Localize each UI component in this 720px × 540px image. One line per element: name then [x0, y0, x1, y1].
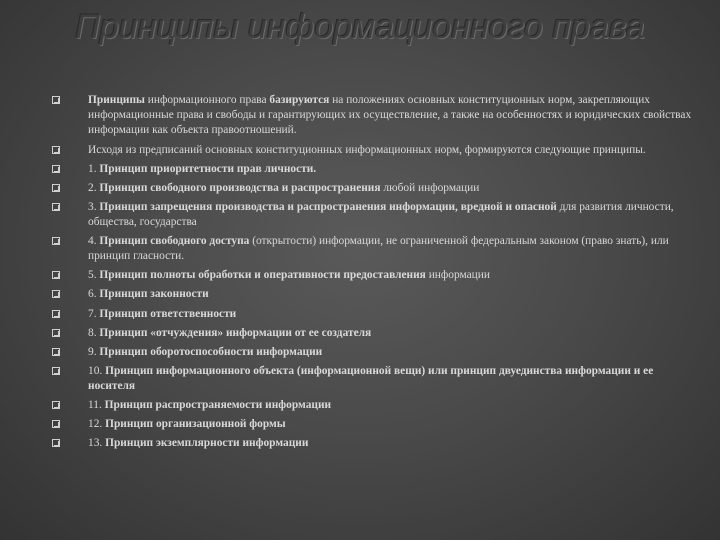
bullet-marker-icon	[52, 203, 60, 211]
bullet-text: 2.	[88, 181, 100, 194]
bullet-item	[52, 364, 702, 394]
slide-title: Принципы информационного права	[75, 8, 645, 46]
bullet-item	[52, 93, 702, 139]
bullet-marker-icon	[52, 401, 60, 409]
bullet-marker-icon	[52, 271, 60, 279]
bullet-item	[52, 398, 702, 413]
bullet-marker-icon	[52, 165, 60, 173]
bullet-marker-icon	[52, 329, 60, 337]
bullet-text: 4.	[88, 235, 100, 248]
bullet-text-bold: Принцип информационного объекта (информационной вещи) или принцип двуединства информации и ее носителя	[88, 364, 654, 393]
bullet-item	[52, 287, 702, 302]
bullet-list	[52, 93, 702, 455]
bullet-text-bold: Принцип свободного доступа	[99, 235, 250, 248]
bullet-text: для развития личности, общества, государства	[88, 200, 674, 228]
bullet-marker-icon	[52, 310, 60, 318]
bullet-marker-icon	[52, 367, 60, 375]
bullet-text-bold: базируются	[269, 94, 330, 106]
bullet-text-bold: Принцип ответственности	[99, 307, 237, 320]
bullet-text-bold: Принцип распространяемости информации	[104, 399, 332, 412]
bullet-item	[52, 326, 702, 341]
bullet-item	[52, 436, 702, 451]
bullet-marker-icon	[52, 420, 60, 428]
bullet-text-bold: Принцип законности	[99, 288, 209, 301]
bullet-text: 6.	[88, 288, 100, 301]
bullet-text: 7.	[88, 307, 100, 320]
bullet-text: Исходя из предписаний основных конституционных информационных норм, формируются следующие принципы.	[88, 143, 646, 156]
bullet-text-bold: Принцип запрещения производства и распространения информации, вредной и опасной	[99, 200, 557, 213]
bullet-text: информации	[425, 269, 490, 282]
bullet-text-bold: Принципы	[88, 94, 145, 106]
bullet-text: 3.	[88, 200, 100, 213]
bullet-text-bold: Принцип полноты обработки и оперативности предоставления	[99, 269, 426, 282]
bullet-marker-icon	[52, 184, 60, 192]
bullet-text: любой информации	[380, 181, 480, 194]
bullet-text: 12.	[88, 418, 106, 431]
bullet-marker-icon	[52, 439, 60, 447]
bullet-text: 5.	[88, 269, 100, 282]
bullet-text-bold: Принцип свободного производства и распространения	[99, 181, 381, 194]
bullet-text-bold: Принцип экземплярности информации	[105, 437, 309, 450]
bullet-item	[52, 268, 702, 283]
bullet-marker-icon	[52, 290, 60, 298]
bullet-text: на положениях основных конституционных норм, закрепляющих информационные права и свободы и гарантирующих их осуществление, а также на особенностях и юридических свойствах информации как объекта правоотношений.	[88, 94, 692, 137]
bullet-item	[52, 200, 702, 230]
bullet-text-bold: Принцип организационной формы	[105, 418, 286, 431]
bullet-text: информационного права	[144, 94, 270, 106]
bullet-item	[52, 162, 702, 177]
bullet-item	[52, 417, 702, 432]
bullet-item	[52, 234, 702, 264]
bullet-text: 10.	[88, 364, 106, 377]
bullet-text: 13.	[88, 437, 106, 450]
bullet-text-bold: Принцип «отчуждения» информации от ее создателя	[99, 326, 372, 339]
bullet-text-bold: Принцип оборотоспособности информации	[99, 345, 323, 358]
bullet-text: 11.	[88, 399, 105, 412]
bullet-marker-icon	[52, 237, 60, 245]
bullet-marker-icon	[52, 146, 60, 154]
bullet-item	[52, 345, 702, 360]
bullet-text: (открытости) информации, не ограниченной федеральным законом (право знать), или принцип гласности.	[88, 235, 669, 263]
bullet-text-bold: Принцип приоритетности прав личности.	[99, 162, 317, 175]
bullet-item	[52, 181, 702, 196]
bullet-marker-icon	[52, 348, 60, 356]
bullet-item	[52, 143, 702, 158]
bullet-text: 9.	[88, 345, 100, 358]
bullet-text: 8.	[88, 326, 100, 339]
bullet-text: 1.	[88, 162, 100, 175]
bullet-item	[52, 307, 702, 322]
bullet-marker-icon	[52, 96, 60, 104]
